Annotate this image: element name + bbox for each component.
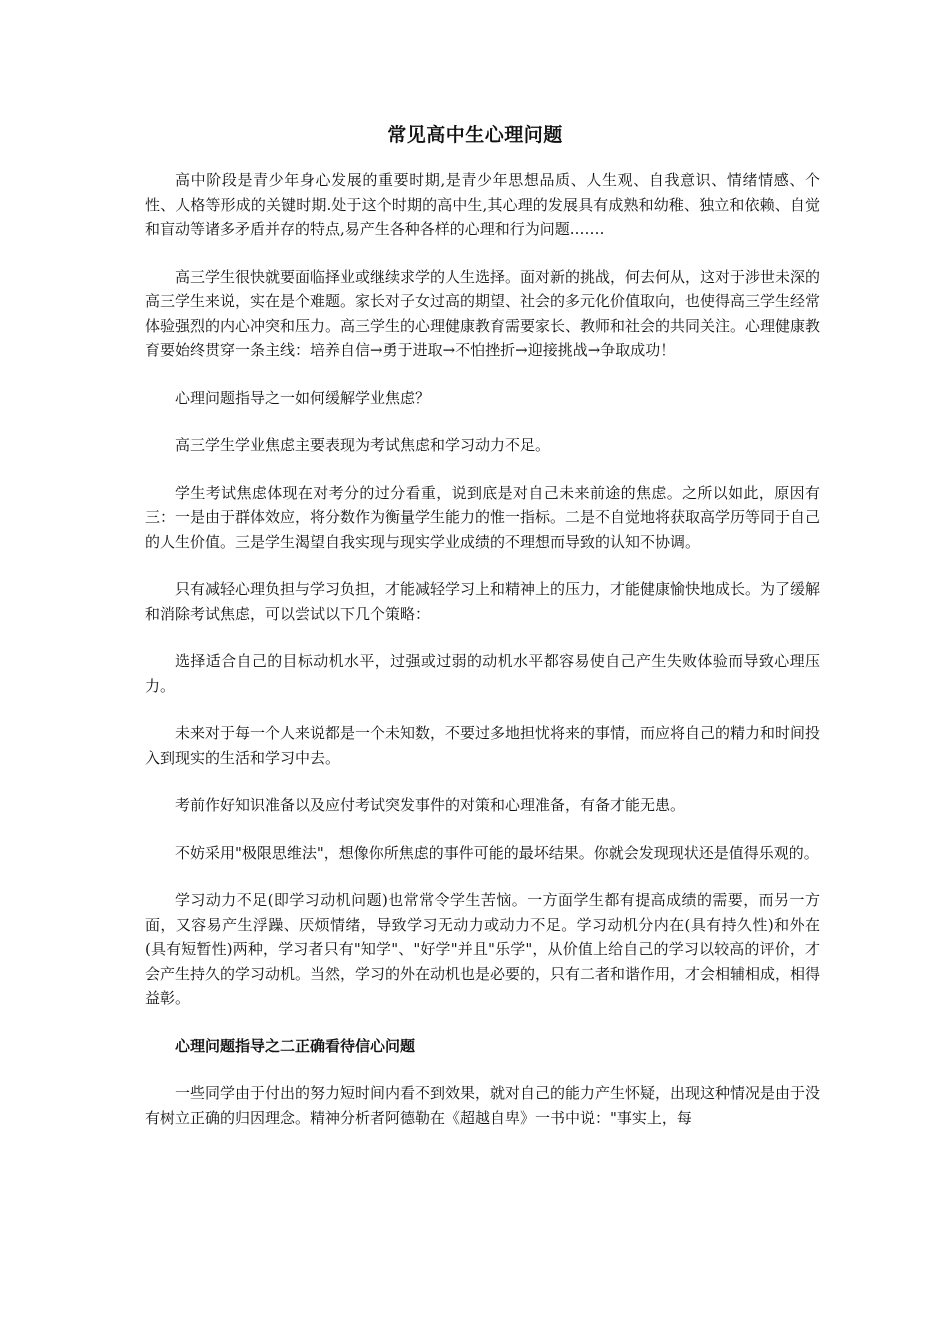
paragraph-strategy-future: 未来对于每一个人来说都是一个未知数，不要过多地担忧将来的事情，而应将自己的精力和时间投入到现实的生活和学习中去。 <box>145 724 821 767</box>
paragraph-anxiety-summary: 高三学生学业焦虑主要表现为考试焦虑和学习动力不足。 <box>175 436 551 454</box>
paragraph-intro: 高中阶段是青少年身心发展的重要时期,是青少年思想品质、人生观、自我意识、情绪情感、个性、人格等形成的关键时期.处于这个时期的高中生,其心理的发展具有成熟和幼稚、独立和依赖、自觉和盲动等诸多矛盾并存的特点,易产生各种各样的心理和行为问题.…… <box>145 171 820 238</box>
paragraph-strategies-intro: 只有减轻心理负担与学习负担，才能减轻学习上和精神上的压力，才能健康愉快地成长。为了缓解和消除考试焦虑，可以尝试以下几个策略： <box>145 580 821 623</box>
paragraph-strategy-preparation: 考前作好知识准备以及应付考试突发事件的对策和心理准备，有备才能无患。 <box>175 796 686 814</box>
document-title: 常见高中生心理问题 <box>387 124 563 146</box>
paragraph-learning-motivation: 学习动力不足(即学习动机问题)也常常令学生苦恼。一方面学生都有提高成绩的需要，而另一方面，又容易产生浮躁、厌烦情绪，导致学习无动力或动力不足。学习动机分内在(具有持久性)和外在(具有短暂性)两种，学习者只有"知学"、"好学"并且"乐学"，从价值上给自己的学习以较高的评价，才会产生持久的学习动机。当然，学习的外在动机也是必要的，只有二者和谐作用，才会相辅相成，相得益彰。 <box>145 891 821 1007</box>
document-body <box>145 168 820 1153</box>
paragraph-confidence: 一些同学由于付出的努力短时间内看不到效果，就对自己的能力产生怀疑，出现这种情况是由于没有树立正确的归因理念。精神分析者阿德勒在《超越自卑》一书中说："事实上，每 <box>145 1084 821 1127</box>
paragraph-exam-anxiety: 学生考试焦虑体现在对考分的过分看重，说到底是对自己未来前途的焦虑。之所以如此，原因有三：一是由于群体效应，将分数作为衡量学生能力的惟一指标。二是不自觉地将获取高学历等同于自己的人生价值。三是学生渴望自我实现与现实学业成绩的不理想而导致的认知不协调。 <box>145 483 821 551</box>
paragraph-strategy-motivation: 选择适合自己的目标动机水平，过强或过弱的动机水平都容易使自己产生失败体验而导致心理压力。 <box>145 652 820 695</box>
paragraph-guidance-one-heading: 心理问题指导之一如何缓解学业焦虑？ <box>175 388 431 407</box>
paragraph-senior-students: 高三学生很快就要面临择业或继续求学的人生选择。面对新的挑战，何去何从，这对于涉世未深的高三学生来说，实在是个难题。家长对子女过高的期望、社会的多元化价值取向，也使得高三学生经常体验强烈的内心冲突和压力。高三学生的心理健康教育需要家长、教师和社会的共同关注。心理健康教育要始终贯穿一条主线：培养自信→勇于进取→不怕挫折→迎接挑战→争取成功！ <box>145 267 821 359</box>
paragraph-strategy-extreme-thinking: 不妨采用"极限思维法"，想像你所焦虑的事件可能的最坏结果。你就会发现现状还是值得乐观的。 <box>175 843 819 862</box>
paragraph-guidance-two-heading: 心理问题指导之二正确看待信心问题 <box>175 1036 416 1055</box>
